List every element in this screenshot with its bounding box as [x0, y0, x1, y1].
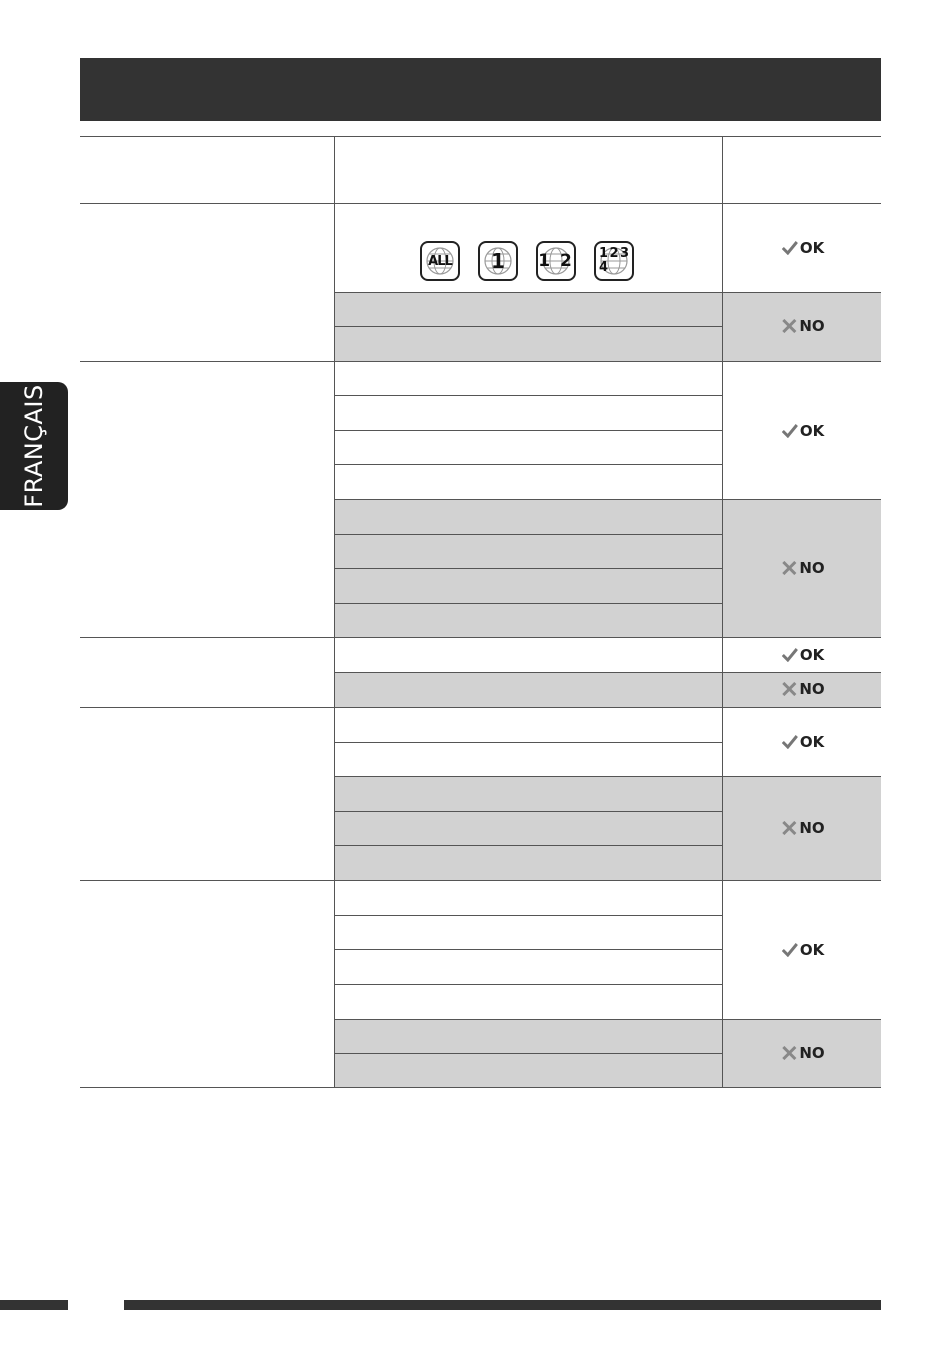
footer-bar-left [0, 1300, 68, 1310]
group-divider [80, 361, 881, 362]
no-label: NO [799, 680, 825, 698]
ok-label: OK [799, 733, 825, 751]
check-icon [782, 648, 798, 662]
ok-label: OK [799, 646, 825, 664]
cross-icon [781, 821, 797, 835]
row-line [334, 984, 722, 985]
region-digit: 4 [599, 260, 609, 275]
region-1-2-label: 1 2 [538, 251, 574, 271]
row-line [334, 776, 881, 777]
ok-mark [782, 733, 824, 751]
no-label: NO [799, 317, 825, 335]
row-line [334, 915, 722, 916]
region-digit: 1 [599, 246, 609, 261]
no-label: NO [799, 559, 825, 577]
footer-bar-right [124, 1300, 881, 1310]
no-mark [781, 1044, 824, 1062]
table-header-line [80, 203, 881, 204]
region-all-label: ALL [428, 253, 452, 269]
region-1-icon [478, 241, 518, 281]
cross-icon [781, 1046, 797, 1060]
check-icon [782, 735, 798, 749]
row-line [334, 742, 722, 743]
ok-mark [782, 422, 824, 440]
row-line [334, 568, 722, 569]
language-tab-label: FRANÇAIS [20, 384, 48, 508]
row-line [334, 1019, 881, 1020]
region-code-icons [420, 241, 634, 281]
row-line [334, 1053, 722, 1054]
row-line [334, 292, 881, 293]
region-1-label: 1 [491, 249, 505, 273]
region-1-2-icon [536, 241, 576, 281]
region-1-2-3-4-label [599, 243, 629, 279]
row-line [334, 672, 881, 673]
column-divider [722, 136, 723, 1088]
no-mark [781, 819, 824, 837]
row-line [334, 430, 722, 431]
ok-label: OK [799, 239, 825, 257]
row-line [334, 395, 722, 396]
group-divider [80, 880, 881, 881]
ok-mark [782, 239, 824, 257]
row-line [334, 845, 722, 846]
header-bar [80, 58, 881, 121]
no-mark [781, 559, 824, 577]
table-top-line [80, 136, 881, 137]
check-icon [782, 241, 798, 255]
column-divider [334, 136, 335, 1088]
region-digit: 3 [619, 246, 629, 261]
row-line [334, 464, 722, 465]
row-line [334, 499, 881, 500]
language-tab [0, 382, 68, 510]
cross-icon [781, 561, 797, 575]
no-label: NO [799, 819, 825, 837]
check-icon [782, 943, 798, 957]
cross-icon [781, 319, 797, 333]
ok-label: OK [799, 422, 825, 440]
ok-mark [782, 646, 824, 664]
region-all-icon [420, 241, 460, 281]
group-divider [80, 707, 881, 708]
row-line [334, 534, 722, 535]
no-label: NO [799, 1044, 825, 1062]
table-bottom-line [80, 1087, 881, 1088]
row-line [334, 949, 722, 950]
row-line [334, 811, 722, 812]
row-line [334, 326, 722, 327]
group-divider [80, 637, 881, 638]
no-mark [781, 317, 824, 335]
cross-icon [781, 682, 797, 696]
row-line [334, 603, 722, 604]
region-digit: 2 [609, 246, 619, 261]
no-mark [781, 680, 824, 698]
ok-mark [782, 941, 824, 959]
ok-label: OK [799, 941, 825, 959]
check-icon [782, 424, 798, 438]
region-1-2-3-4-icon [594, 241, 634, 281]
